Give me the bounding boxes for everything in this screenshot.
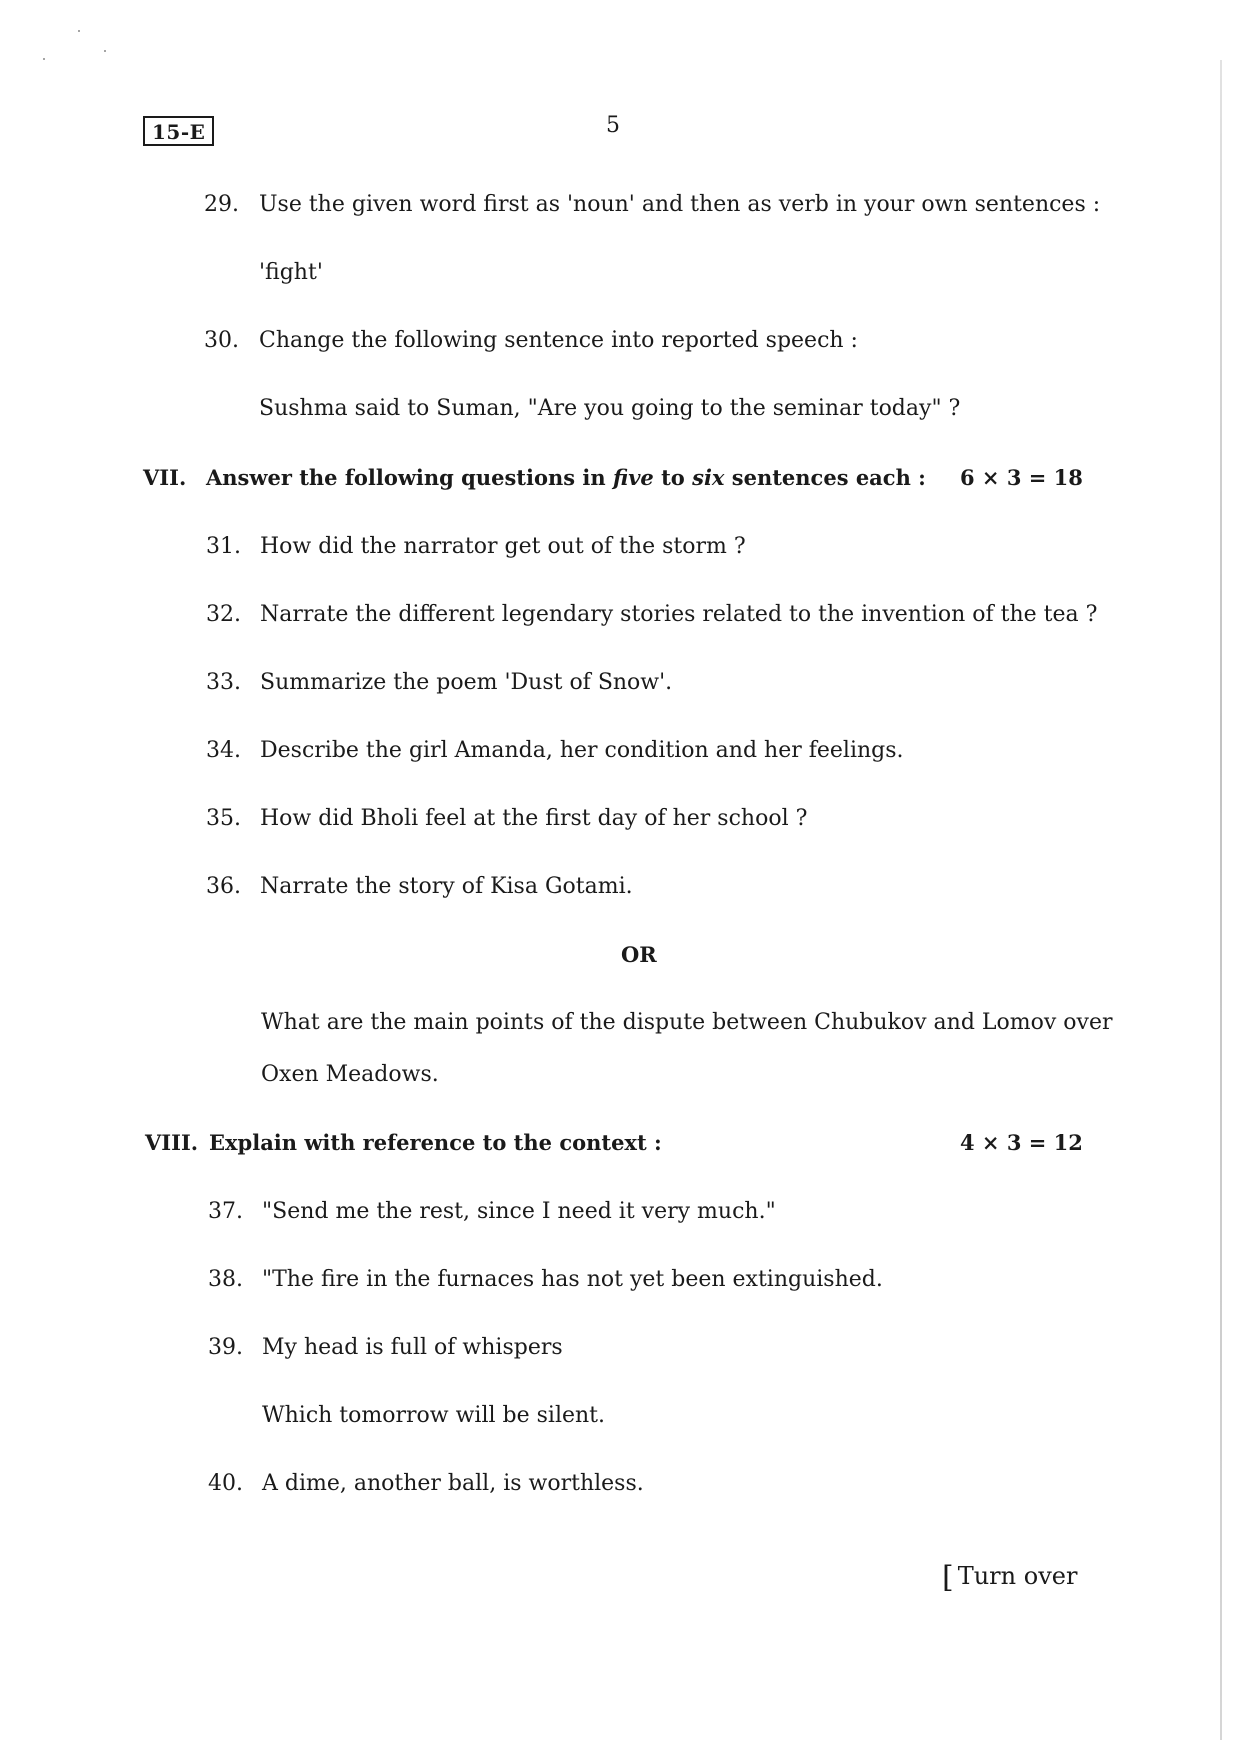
paper-code-box: 15-E (143, 116, 214, 146)
question-text: How did Bholi feel at the first day of her school ? (260, 806, 808, 831)
question-text: Narrate the story of Kisa Gotami. (260, 874, 633, 899)
page-number: 5 (606, 113, 620, 138)
question-text: Use the given word first as 'noun' and then as verb in your own sentences : (259, 192, 1101, 217)
section-instruction: Explain with reference to the context : (209, 1130, 662, 1155)
section-marks: 4 × 3 = 12 (960, 1130, 1083, 1155)
question-number: 34. (206, 738, 241, 763)
instruction-part: to (653, 465, 693, 490)
question-number: 29. (204, 192, 239, 217)
instruction-emphasis: five (612, 465, 654, 490)
or-label: OR (621, 942, 657, 967)
instruction-part: Answer the following questions in (206, 465, 613, 490)
question-subtext: Sushma said to Suman, "Are you going to the seminar today" ? (259, 396, 961, 421)
question-number: 40. (208, 1471, 243, 1496)
question-text: Narrate the different legendary stories related to the invention of the tea ? (260, 602, 1098, 627)
question-number: 33. (206, 670, 241, 695)
instruction-emphasis: six (692, 465, 725, 490)
alternative-question-line: What are the main points of the dispute between Chubukov and Lomov over (261, 1010, 1113, 1035)
question-number: 30. (204, 328, 239, 353)
question-text: "The fire in the furnaces has not yet been extinguished. (262, 1267, 883, 1292)
question-number: 31. (206, 534, 241, 559)
question-number: 35. (206, 806, 241, 831)
section-number: VII. (143, 465, 187, 490)
section-marks: 6 × 3 = 18 (960, 465, 1083, 490)
question-text: My head is full of whispers (262, 1335, 563, 1360)
question-text: Change the following sentence into reported speech : (259, 328, 858, 353)
section-instruction (206, 465, 926, 490)
question-text: Summarize the poem 'Dust of Snow'. (260, 670, 673, 695)
question-number: 36. (206, 874, 241, 899)
question-subtext: Which tomorrow will be silent. (262, 1403, 606, 1428)
question-number: 39. (208, 1335, 243, 1360)
page-edge-shadow (1220, 60, 1222, 1740)
turn-over-text: Turn over (957, 1562, 1078, 1590)
instruction-part: sentences each : (724, 465, 926, 490)
question-number: 38. (208, 1267, 243, 1292)
question-number: 37. (208, 1199, 243, 1224)
scan-speck (78, 30, 80, 32)
alternative-question-line: Oxen Meadows. (261, 1062, 439, 1087)
question-text: Describe the girl Amanda, her condition and her feelings. (260, 738, 904, 763)
scan-speck (43, 58, 45, 60)
question-text: How did the narrator get out of the storm ? (260, 534, 746, 559)
question-number: 32. (206, 602, 241, 627)
turn-over-bracket: [ (942, 1560, 954, 1595)
scan-speck (104, 50, 106, 52)
section-number: VIII. (145, 1130, 199, 1155)
question-subtext: 'fight' (259, 260, 323, 285)
question-text: A dime, another ball, is worthless. (262, 1471, 644, 1496)
turn-over-note (942, 1557, 1078, 1595)
question-text: "Send me the rest, since I need it very much." (262, 1199, 776, 1224)
